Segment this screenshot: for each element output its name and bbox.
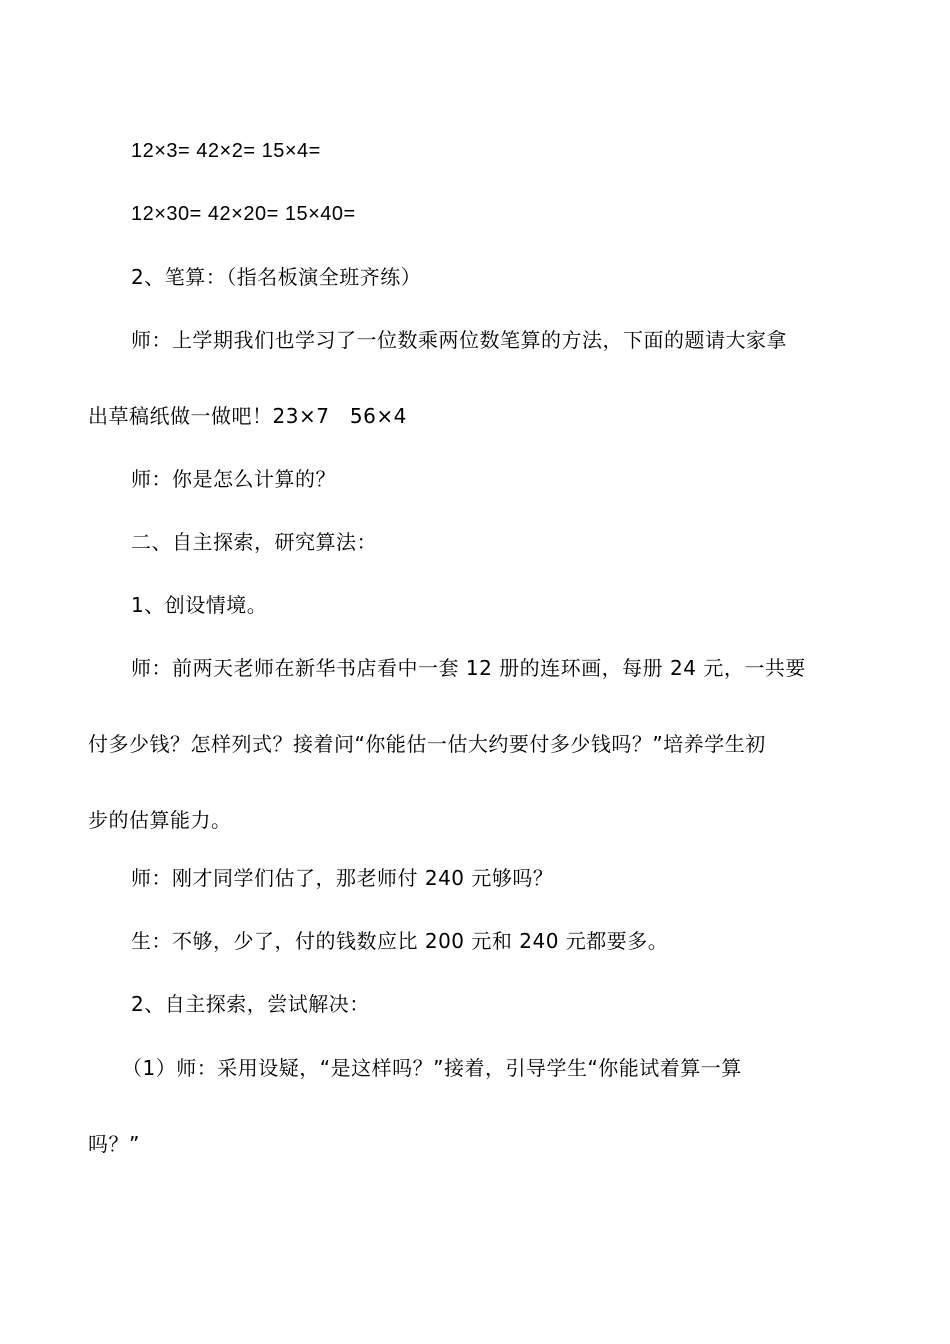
paragraph-line: 师：你是怎么计算的？: [131, 467, 336, 491]
paragraph-line: 12×3= 42×2= 15×4=: [131, 140, 321, 162]
paragraph-line: 师：上学期我们也学习了一位数乘两位数笔算的方法，下面的题请大家拿: [131, 328, 787, 352]
paragraph-line: 2、自主探索，尝试解决：: [131, 992, 370, 1016]
paragraph-line: 吗？”: [88, 1132, 140, 1156]
paragraph-line: 师：刚才同学们估了，那老师付 240 元够吗？: [131, 866, 554, 890]
paragraph-line: 12×30= 42×20= 15×40=: [131, 203, 356, 225]
paragraph-line: 1、创设情境。: [131, 593, 268, 617]
paragraph-line: 付多少钱？怎样列式？接着问“你能估一估大约要付多少钱吗？”培养学生初: [88, 732, 766, 756]
section-heading: 二、自主探索，研究算法：: [131, 530, 377, 554]
paragraph-line: （1）师：采用设疑，“是这样吗？”接着，引导学生“你能试着算一算: [122, 1056, 742, 1080]
paragraph-line: 2、笔算：（指名板演全班齐练）: [131, 265, 422, 289]
paragraph-line: 出草稿纸做一做吧！23×7 56×4: [88, 404, 407, 428]
paragraph-line: 生：不够，少了，付的钱数应比 200 元和 240 元都要多。: [131, 929, 669, 953]
paragraph-line: 步的估算能力。: [88, 808, 232, 832]
paragraph-line: 师：前两天老师在新华书店看中一套 12 册的连环画，每册 24 元，一共要: [131, 656, 806, 680]
